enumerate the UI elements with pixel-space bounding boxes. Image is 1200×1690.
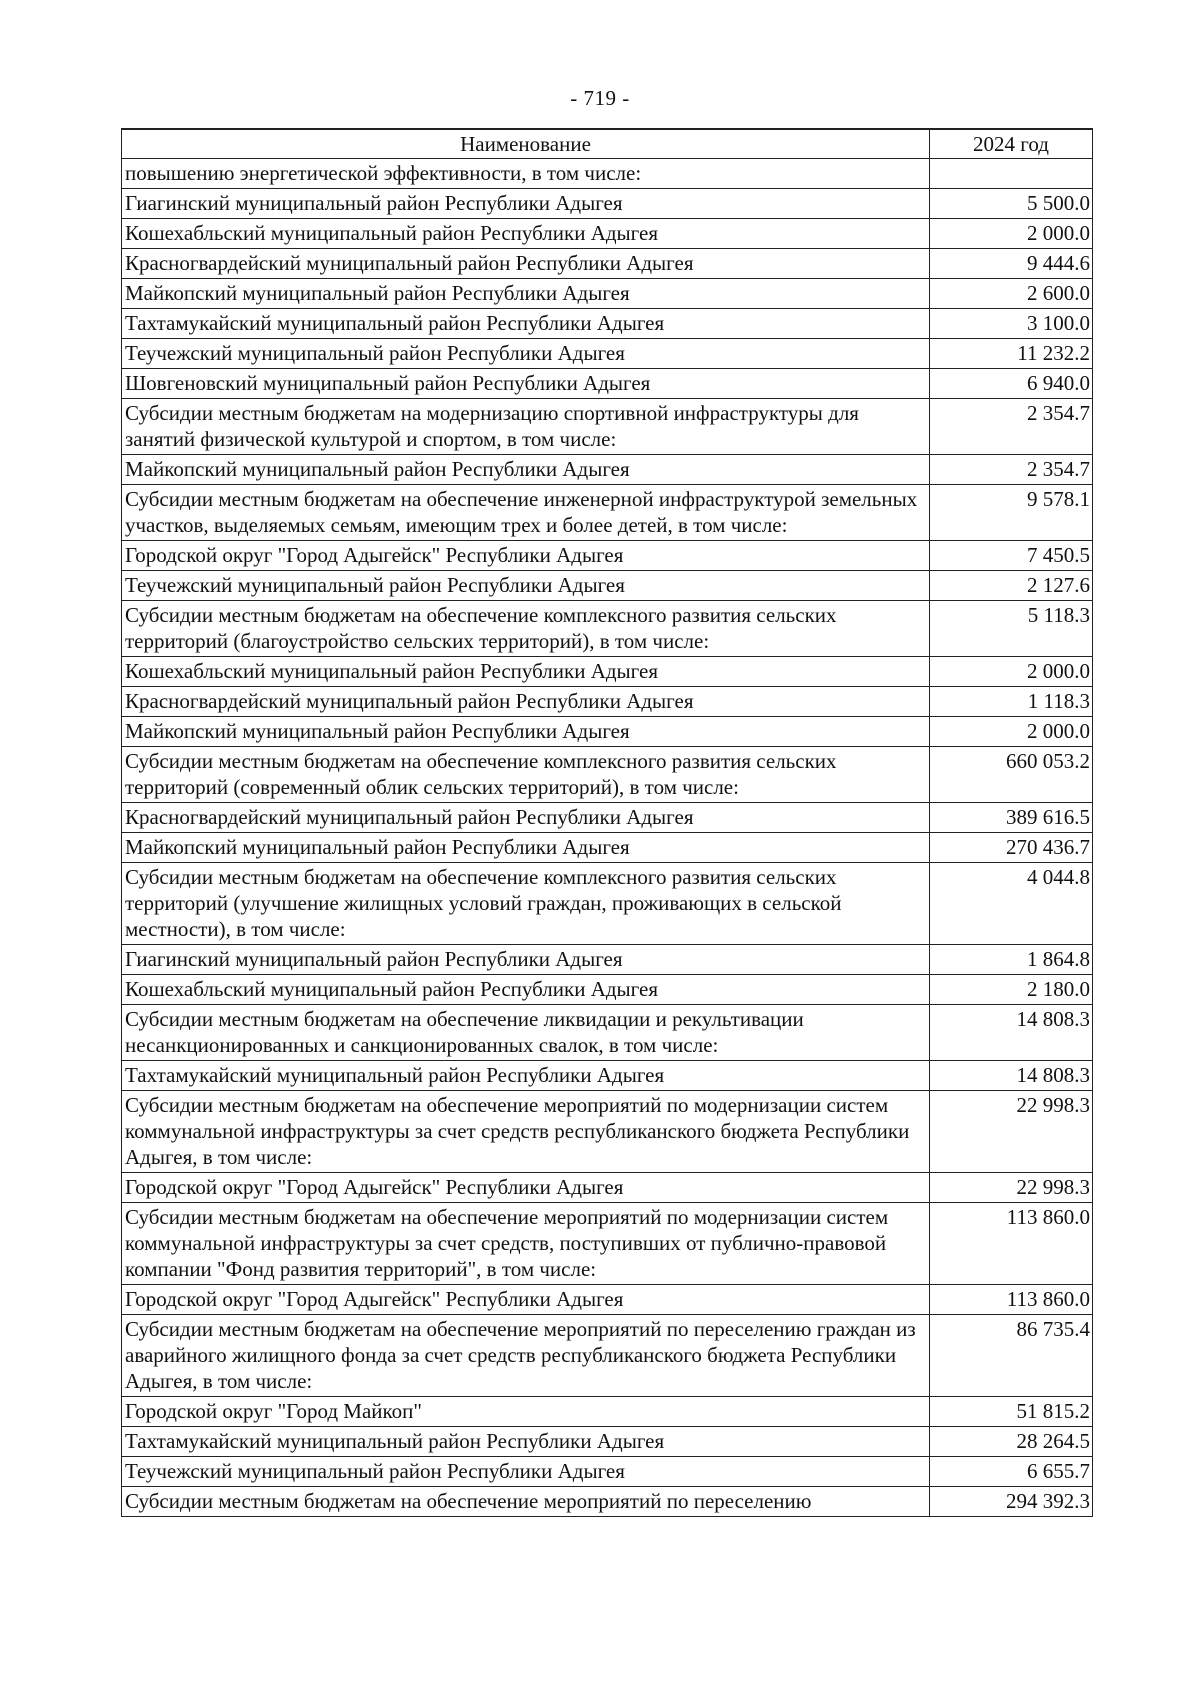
table-row	[122, 1061, 1093, 1091]
row-name-cell: Городской округ "Город Майкоп"	[122, 1397, 930, 1427]
table-row	[122, 803, 1093, 833]
row-amount-cell: 2 600.0	[930, 279, 1093, 309]
row-name-cell: Красногвардейский муниципальный район Республики Адыгея	[122, 687, 930, 717]
table-row	[122, 1285, 1093, 1315]
row-name-cell: Майкопский муниципальный район Республики Адыгея	[122, 833, 930, 863]
row-name-cell: Субсидии местным бюджетам на обеспечение инженерной инфраструктурой земельных участков, выделяемых семьям, имеющим трех и более детей, в том числе:	[122, 485, 930, 541]
row-name-cell: Субсидии местным бюджетам на обеспечение комплексного развития сельских территорий (современный облик сельских территорий), в том числе:	[122, 747, 930, 803]
row-name-cell: Красногвардейский муниципальный район Республики Адыгея	[122, 249, 930, 279]
row-amount-cell: 2 180.0	[930, 975, 1093, 1005]
row-amount-cell: 2 354.7	[930, 399, 1093, 455]
row-name-cell: Теучежский муниципальный район Республики Адыгея	[122, 339, 930, 369]
row-amount-cell: 22 998.3	[930, 1091, 1093, 1173]
row-name-cell: повышению энергетической эффективности, в том числе:	[122, 159, 930, 189]
table-row	[122, 1487, 1093, 1517]
row-name-cell: Субсидии местным бюджетам на обеспечение мероприятий по переселению	[122, 1487, 930, 1517]
row-name-cell: Городской округ "Город Адыгейск" Республики Адыгея	[122, 1173, 930, 1203]
row-amount-cell: 5 118.3	[930, 601, 1093, 657]
table-row	[122, 249, 1093, 279]
row-name-cell: Кошехабльский муниципальный район Республики Адыгея	[122, 219, 930, 249]
row-amount-cell: 113 860.0	[930, 1203, 1093, 1285]
table-row	[122, 369, 1093, 399]
row-name-cell: Теучежский муниципальный район Республики Адыгея	[122, 571, 930, 601]
row-name-cell: Красногвардейский муниципальный район Республики Адыгея	[122, 803, 930, 833]
row-amount-cell: 2 000.0	[930, 219, 1093, 249]
row-name-cell: Кошехабльский муниципальный район Республики Адыгея	[122, 975, 930, 1005]
table-row	[122, 657, 1093, 687]
row-amount-cell: 14 808.3	[930, 1061, 1093, 1091]
row-amount-cell: 11 232.2	[930, 339, 1093, 369]
row-amount-cell: 14 808.3	[930, 1005, 1093, 1061]
table-row	[122, 687, 1093, 717]
table-row	[122, 1091, 1093, 1173]
row-amount-cell: 6 655.7	[930, 1457, 1093, 1487]
table-row	[122, 1427, 1093, 1457]
table-row	[122, 975, 1093, 1005]
table-row	[122, 279, 1093, 309]
budget-table	[121, 128, 1093, 1517]
row-amount-cell: 6 940.0	[930, 369, 1093, 399]
table-row	[122, 399, 1093, 455]
table-row	[122, 1397, 1093, 1427]
table-body	[122, 159, 1093, 1517]
table-row	[122, 309, 1093, 339]
row-amount-cell: 2 000.0	[930, 657, 1093, 687]
table-row	[122, 541, 1093, 571]
table-row	[122, 1315, 1093, 1397]
row-amount-cell: 1 118.3	[930, 687, 1093, 717]
table-row	[122, 189, 1093, 219]
row-name-cell: Майкопский муниципальный район Республики Адыгея	[122, 717, 930, 747]
table-row	[122, 601, 1093, 657]
row-name-cell: Субсидии местным бюджетам на обеспечение мероприятий по модернизации систем коммунальной инфраструктуры за счет средств республиканского бюджета Республики Адыгея, в том числе:	[122, 1091, 930, 1173]
table-row	[122, 863, 1093, 945]
row-amount-cell: 2 000.0	[930, 717, 1093, 747]
row-amount-cell: 3 100.0	[930, 309, 1093, 339]
row-amount-cell: 22 998.3	[930, 1173, 1093, 1203]
row-name-cell: Субсидии местным бюджетам на обеспечение ликвидации и рекультивации несанкционированных и санкционированных свалок, в том числе:	[122, 1005, 930, 1061]
row-name-cell: Майкопский муниципальный район Республики Адыгея	[122, 455, 930, 485]
row-name-cell: Гиагинский муниципальный район Республики Адыгея	[122, 189, 930, 219]
row-name-cell: Городской округ "Город Адыгейск" Республики Адыгея	[122, 541, 930, 571]
row-amount-cell: 4 044.8	[930, 863, 1093, 945]
row-amount-cell: 389 616.5	[930, 803, 1093, 833]
table-row	[122, 159, 1093, 189]
table-row	[122, 219, 1093, 249]
row-amount-cell: 9 578.1	[930, 485, 1093, 541]
row-amount-cell	[930, 159, 1093, 189]
row-name-cell: Городской округ "Город Адыгейск" Республики Адыгея	[122, 1285, 930, 1315]
row-name-cell: Тахтамукайский муниципальный район Республики Адыгея	[122, 1427, 930, 1457]
row-name-cell: Кошехабльский муниципальный район Республики Адыгея	[122, 657, 930, 687]
row-amount-cell: 2 127.6	[930, 571, 1093, 601]
row-name-cell: Субсидии местным бюджетам на обеспечение комплексного развития сельских территорий (благоустройство сельских территорий), в том числе:	[122, 601, 930, 657]
table-row	[122, 455, 1093, 485]
page-number: - 719 -	[570, 86, 630, 110]
row-name-cell: Субсидии местным бюджетам на обеспечение комплексного развития сельских территорий (улучшение жилищных условий граждан, проживающих в сельской местности), в том числе:	[122, 863, 930, 945]
row-name-cell: Майкопский муниципальный район Республики Адыгея	[122, 279, 930, 309]
row-amount-cell: 28 264.5	[930, 1427, 1093, 1457]
table-row	[122, 747, 1093, 803]
row-amount-cell: 294 392.3	[930, 1487, 1093, 1517]
table-header-row	[122, 129, 1093, 159]
row-amount-cell: 1 864.8	[930, 945, 1093, 975]
row-amount-cell: 2 354.7	[930, 455, 1093, 485]
table-row	[122, 717, 1093, 747]
table-row	[122, 1203, 1093, 1285]
table-row	[122, 1457, 1093, 1487]
row-name-cell: Субсидии местным бюджетам на модернизацию спортивной инфраструктуры для занятий физической культурой и спортом, в том числе:	[122, 399, 930, 455]
row-amount-cell: 7 450.5	[930, 541, 1093, 571]
row-amount-cell: 5 500.0	[930, 189, 1093, 219]
table-row	[122, 945, 1093, 975]
column-header-name: Наименование	[122, 129, 930, 159]
row-amount-cell: 9 444.6	[930, 249, 1093, 279]
table-row	[122, 833, 1093, 863]
row-name-cell: Субсидии местным бюджетам на обеспечение мероприятий по модернизации систем коммунальной инфраструктуры за счет средств, поступивших от публично-правовой компании "Фонд развития территорий", в том числе:	[122, 1203, 930, 1285]
row-name-cell: Шовгеновский муниципальный район Республики Адыгея	[122, 369, 930, 399]
row-name-cell: Субсидии местным бюджетам на обеспечение мероприятий по переселению граждан из аварийного жилищного фонда за счет средств республиканского бюджета Республики Адыгея, в том числе:	[122, 1315, 930, 1397]
row-amount-cell: 51 815.2	[930, 1397, 1093, 1427]
table-row	[122, 1173, 1093, 1203]
table-row	[122, 1005, 1093, 1061]
row-amount-cell: 270 436.7	[930, 833, 1093, 863]
table-row	[122, 485, 1093, 541]
row-name-cell: Тахтамукайский муниципальный район Республики Адыгея	[122, 309, 930, 339]
table-row	[122, 571, 1093, 601]
row-amount-cell: 113 860.0	[930, 1285, 1093, 1315]
row-amount-cell: 660 053.2	[930, 747, 1093, 803]
table-row	[122, 339, 1093, 369]
column-header-year: 2024 год	[930, 129, 1093, 159]
row-name-cell: Гиагинский муниципальный район Республики Адыгея	[122, 945, 930, 975]
row-amount-cell: 86 735.4	[930, 1315, 1093, 1397]
row-name-cell: Тахтамукайский муниципальный район Республики Адыгея	[122, 1061, 930, 1091]
row-name-cell: Теучежский муниципальный район Республики Адыгея	[122, 1457, 930, 1487]
